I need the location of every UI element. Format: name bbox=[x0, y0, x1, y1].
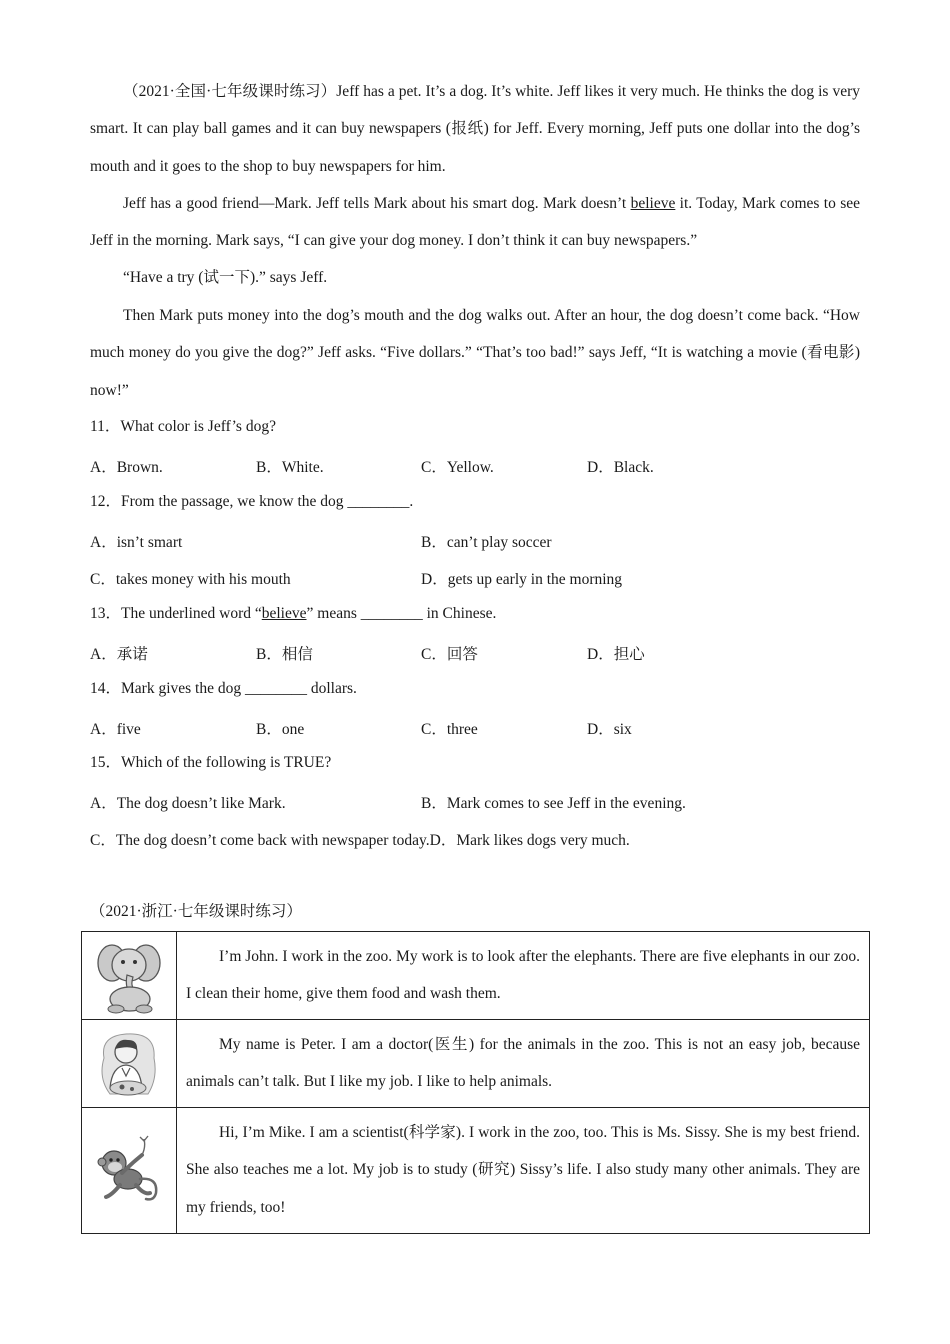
q13-option-d[interactable]: D．担心 bbox=[587, 646, 645, 663]
q12-option-a[interactable]: A．isn’t smart bbox=[90, 534, 183, 551]
q15-option-a[interactable]: A．The dog doesn’t like Mark. bbox=[90, 795, 286, 812]
q12-option-c[interactable]: C．takes money with his mouth bbox=[90, 571, 291, 588]
table-row bbox=[82, 1108, 869, 1233]
passage1-paragraph-1: （2021·全国·七年级课时练习）Jeff has a pet. It’s a dog. It’s white. Jeff likes it very much. He thinks the dog is very smart. It can play ball games and it can buy newspapers (报纸) for Jeff. Every morning, Jeff puts one dollar into the dog’s mouth and it goes to the shop to buy newspapers for him. bbox=[90, 83, 860, 175]
q11-option-c[interactable]: C．Yellow. bbox=[421, 459, 494, 476]
q15-option-b[interactable]: B．Mark comes to see Jeff in the evening. bbox=[421, 795, 686, 812]
elephant-illustration-cell bbox=[82, 932, 177, 1019]
q14-option-d[interactable]: D．six bbox=[587, 721, 632, 738]
q12-option-d[interactable]: D．gets up early in the morning bbox=[421, 571, 623, 588]
q11-option-b[interactable]: B．White. bbox=[256, 459, 324, 476]
q14-option-c[interactable]: C．three bbox=[421, 721, 478, 738]
question-12-stem: 12．From the passage, we know the dog ________. bbox=[90, 493, 414, 510]
q15-option-c-d[interactable]: C．The dog doesn’t come back with newspaper today.D．Mark likes dogs very much. bbox=[90, 832, 630, 849]
q13-option-a[interactable]: A．承诺 bbox=[90, 646, 148, 663]
q13-option-b[interactable]: B．相信 bbox=[256, 646, 313, 663]
table-row bbox=[82, 1020, 869, 1108]
p2-text-before: Jeff has a good friend—Mark. Jeff tells Mark about his smart dog. Mark doesn’t bbox=[123, 195, 631, 212]
underlined-word-believe: believe bbox=[630, 195, 676, 212]
question-11-stem: 11．What color is Jeff’s dog? bbox=[90, 418, 276, 435]
passage1-paragraph-4: Then Mark puts money into the dog’s mouth and the dog walks out. After an hour, the dog doesn’t come back. “How much money do you give the dog?” Jeff asks. “Five dollars.” “That’s too bad!” says Jeff, “It is watching a movie (看电影) now!” bbox=[90, 307, 860, 399]
question-14-stem: 14．Mark gives the dog ________ dollars. bbox=[90, 680, 357, 697]
doctor-illustration-cell bbox=[82, 1020, 177, 1107]
john-description: I’m John. I work in the zoo. My work is to look after the elephants. There are five elephants in our zoo. I clean their home, give them food and wash them. bbox=[186, 948, 860, 1003]
monkey-illustration-cell bbox=[82, 1108, 177, 1233]
elephant-icon bbox=[94, 937, 164, 1015]
q11-option-a[interactable]: A．Brown. bbox=[90, 459, 163, 476]
question-15-stem: 15．Which of the following is TRUE? bbox=[90, 754, 332, 771]
q14-option-a[interactable]: A．five bbox=[90, 721, 141, 738]
q13-option-c[interactable]: C．回答 bbox=[421, 646, 478, 663]
doctor-icon bbox=[96, 1028, 162, 1100]
question-13-stem bbox=[90, 604, 496, 624]
q13-underlined-word: believe bbox=[261, 605, 307, 622]
mike-description: Hi, I’m Mike. I am a scientist(科学家). I work in the zoo, too. This is Ms. Sissy. She is my best friend. She also teaches me a lot. My job is to study (研究) Sissy’s life. I also study many other animals. They are my friends, too! bbox=[186, 1124, 860, 1216]
passage2-source: （2021·浙江·七年级课时练习） bbox=[90, 903, 302, 920]
q14-option-b[interactable]: B．one bbox=[256, 721, 305, 738]
monkey-icon bbox=[92, 1133, 166, 1209]
table-row bbox=[82, 932, 869, 1020]
passage1-paragraph-3: “Have a try (试一下).” says Jeff. bbox=[123, 269, 328, 286]
passage1-paragraph-2 bbox=[90, 185, 860, 260]
q13-stem-after: ” means ________ in Chinese. bbox=[306, 605, 497, 622]
peter-description: My name is Peter. I am a doctor(医生) for the animals in the zoo. This is not an easy job, because animals can’t talk. But I like my job. I like to help animals. bbox=[186, 1036, 860, 1091]
p2-text-after: it. Today, Mark comes to see Jeff in the morning. Mark says, “I can give your dog money. I don’t think it can buy newspapers.” bbox=[90, 195, 860, 250]
q12-option-b[interactable]: B．can’t play soccer bbox=[421, 534, 552, 551]
q11-option-d[interactable]: D．Black. bbox=[587, 459, 654, 476]
q13-stem-before: 13．The underlined word “ bbox=[90, 605, 262, 622]
zoo-workers-table bbox=[81, 931, 870, 1234]
